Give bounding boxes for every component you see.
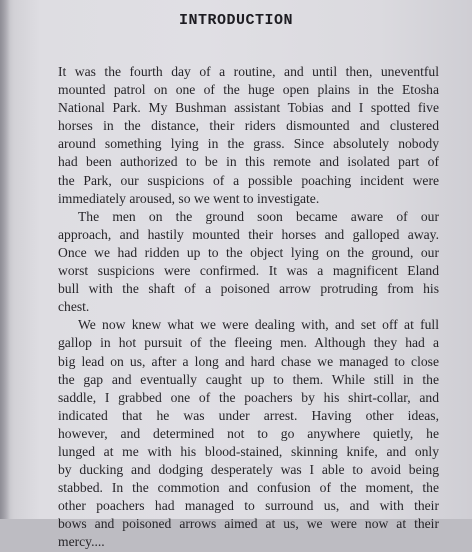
text-line: saddle, I grabbed one of the poachers by his shirt-collar, and <box>58 389 439 405</box>
text-line: mounted patrol on one of the huge open plains in the Etosha <box>58 82 439 98</box>
text-line: by ducking and dodging desperately was I able to avoid being <box>58 462 439 478</box>
text-line: lunged at me with his blood-stained, skinning knife, and only <box>58 443 439 459</box>
text-line: The men on the ground soon became aware of our <box>78 208 439 224</box>
text-line: however, and determined not to go anywhere quietly, he <box>58 425 439 441</box>
text-line: horses in the distance, their riders dismounted and clustered <box>58 118 439 134</box>
text-line: stabbed. In the commotion and confusion of the moment, the <box>58 480 439 496</box>
body-text <box>58 63 439 552</box>
text-line: We now knew what we were dealing with, and set off at full <box>78 317 439 333</box>
text-line: other poachers had managed to surround us, and with their <box>58 498 439 514</box>
text-line: chest. <box>58 299 90 315</box>
text-line: approach, and hastily mounted their horses and galloped away. <box>58 226 439 242</box>
text-line: Once we had ridden up to the object lying on the ground, our <box>58 244 439 260</box>
text-line: gallop in hot pursuit of the fleeing men. Although they had a <box>58 335 439 351</box>
chapter-heading: INTRODUCTION <box>178 12 294 29</box>
text-line: the Park, our suspicions of a possible poaching incident were <box>58 172 439 188</box>
paragraph <box>58 208 439 317</box>
text-line: National Park. My Bushman assistant Tobias and I spotted five <box>58 100 439 116</box>
text-line: immediately aroused, so we went to investigate. <box>58 190 320 206</box>
paragraph <box>58 63 439 208</box>
text-line: the gap and eventually caught up to them. While still in the <box>58 371 439 387</box>
text-line: had been authorized to be in this remote and isolated part of <box>58 154 439 170</box>
text-line: bull with the shaft of a poisoned arrow protruding from his <box>58 281 439 297</box>
text-line: big lead on us, after a long and hard chase we managed to close <box>58 353 439 369</box>
text-line: It was the fourth day of a routine, and until then, uneventful <box>58 64 439 79</box>
text-line: worst suspicions were confirmed. It was a magnificent Eland <box>58 263 439 279</box>
text-line: bows and poisoned arrows aimed at us, we were now at their <box>58 516 439 532</box>
page-gutter-shadow <box>0 0 10 519</box>
paragraph <box>58 316 439 551</box>
text-line: indicated that he was under arrest. Having other ideas, <box>58 407 439 423</box>
text-line: mercy.... <box>58 534 105 550</box>
text-line: around something lying in the grass. Since absolutely nobody <box>58 136 439 152</box>
